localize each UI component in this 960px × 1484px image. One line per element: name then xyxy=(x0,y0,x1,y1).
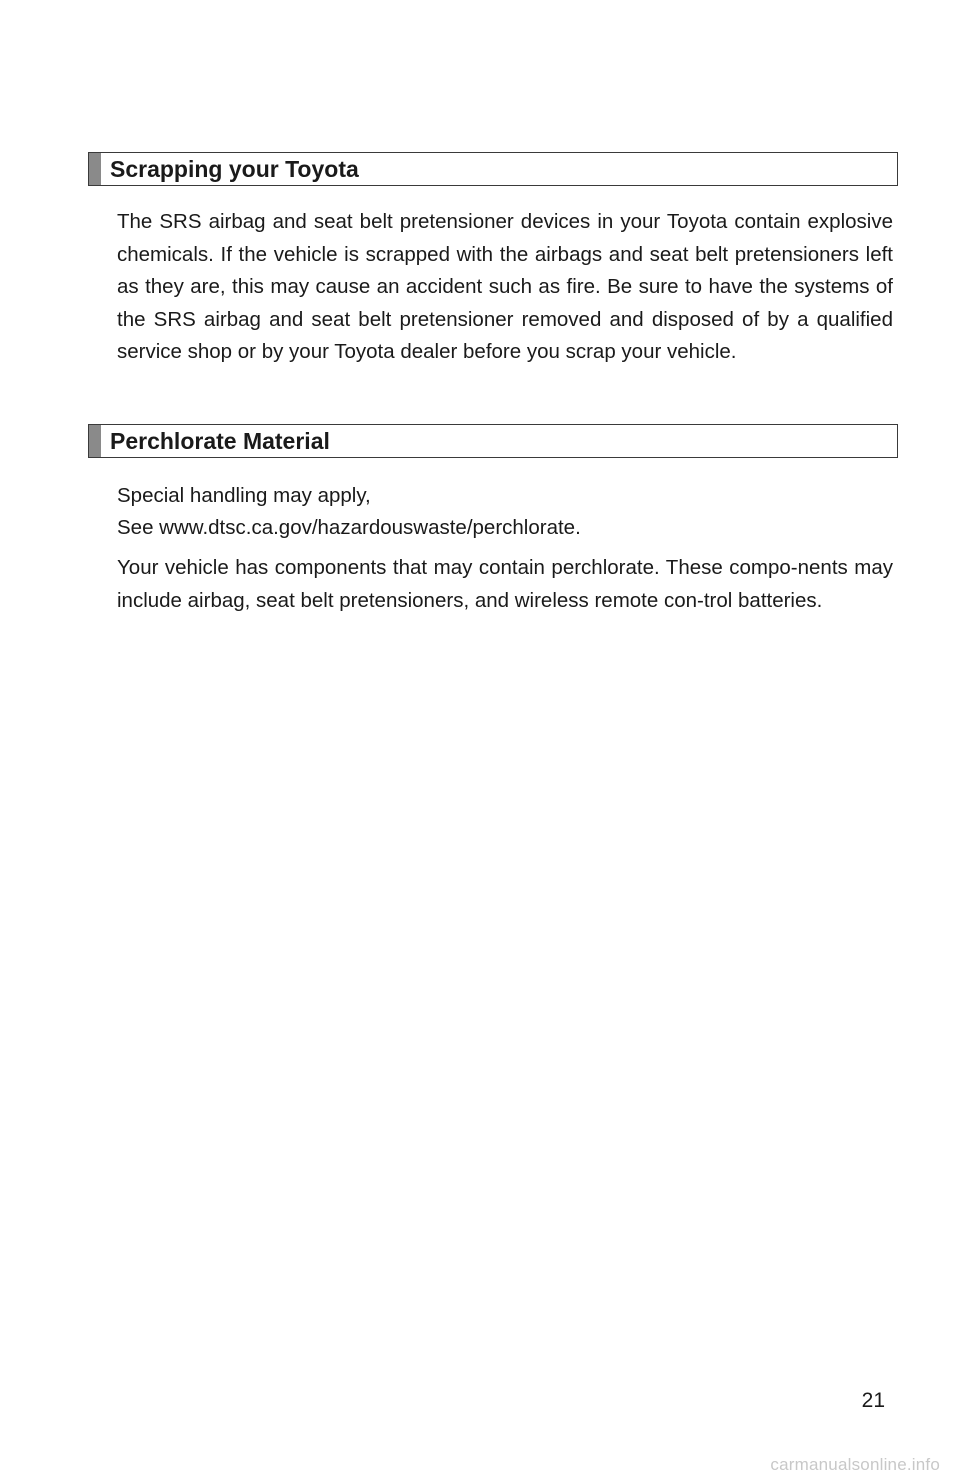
section-title-scrapping: Scrapping your Toyota xyxy=(110,156,359,182)
watermark: carmanualsonline.info xyxy=(770,1455,940,1474)
dtsc-link-line: See www.dtsc.ca.gov/hazardouswaste/perchlorate. xyxy=(117,516,581,539)
section-title-perchlorate: Perchlorate Material xyxy=(110,428,330,454)
header-accent-bar xyxy=(89,153,101,185)
scrapping-paragraph: The SRS airbag and seat belt pretensioner devices in your Toyota contain explosive chemicals. If the vehicle is scrapped with the airbags and seat belt pretensioners left as they are, this may cause an accident such as fire. Be sure to have the systems of the SRS airbag and seat belt pretensioner removed and disposed of by a qualified service shop or by your Toyota dealer before you scrap your vehicle. xyxy=(117,210,893,363)
header-accent-bar xyxy=(89,425,101,457)
section-header-perchlorate xyxy=(88,424,898,458)
section-header-scrapping xyxy=(88,152,898,186)
perchlorate-paragraph: Your vehicle has components that may contain perchlorate. These compo-nents may include airbag, seat belt pretensioners, and wireless remote con-trol batteries. xyxy=(117,556,893,612)
special-handling-line: Special handling may apply, xyxy=(117,484,371,507)
page-number: 21 xyxy=(861,1389,885,1412)
